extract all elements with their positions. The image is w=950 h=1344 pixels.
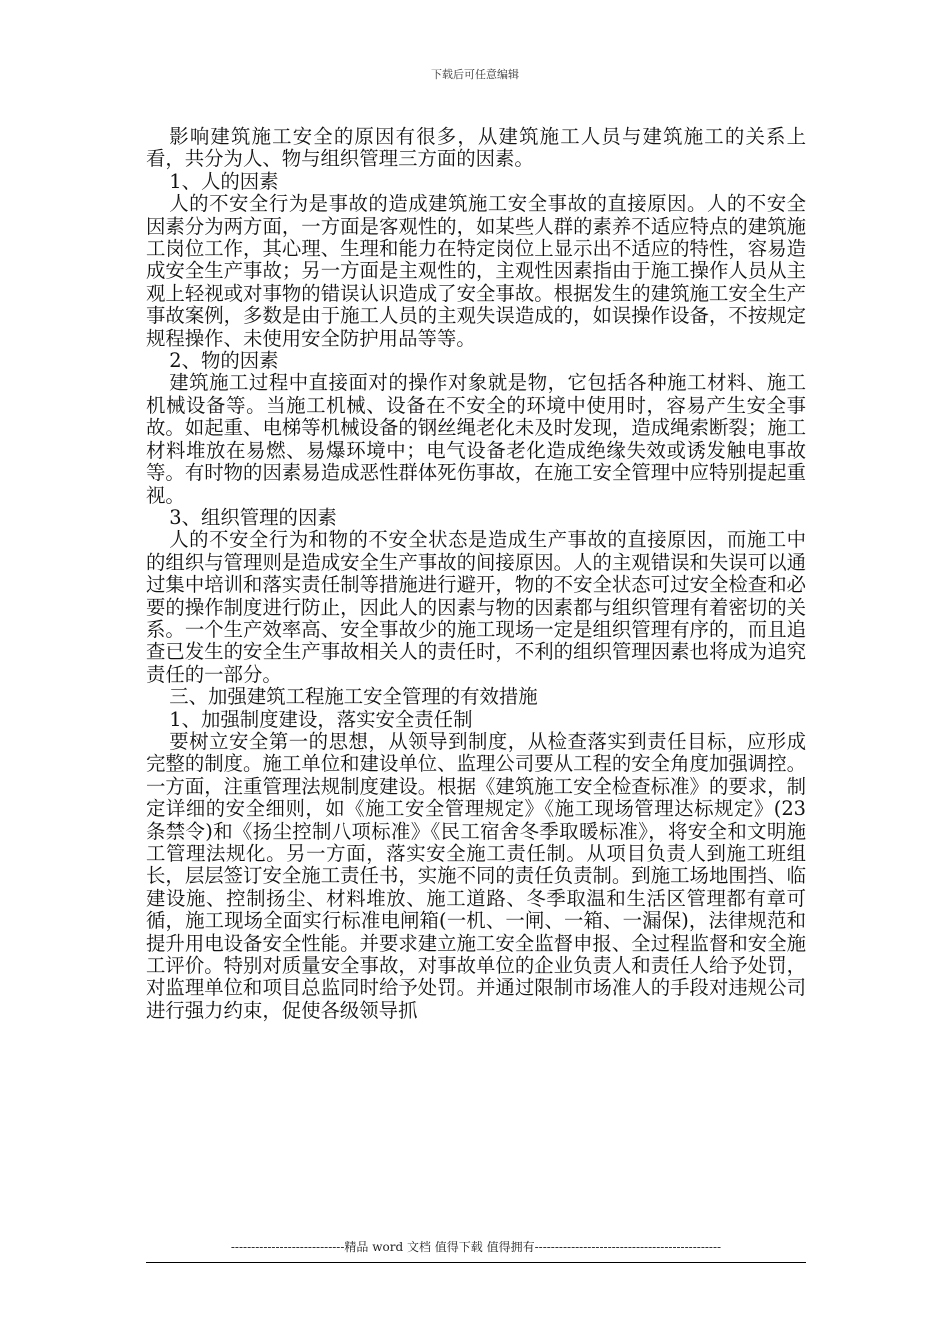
document-body	[146, 126, 806, 1022]
paragraph-human-factors: 人的不安全行为是事故的造成建筑施工安全事故的直接原因。人的不安全因素分为两方面，一方面是客观性的，如某些人群的素养不适应特点的建筑施工岗位工作，其心理、生理和能力在特定岗位上显示出不适应的特性，容易造成安全生产事故；另一方面是主观性的，主观性因素指由于施工操作人员从主观上轻视或对事物的错误认识造成了安全事故。根据发生的建筑施工安全生产事故案例，多数是由于施工人员的主观失误造成的，如误操作设备，不按规定规程操作、未使用安全防护用品等等。	[146, 192, 806, 350]
page-footer: ----------------------------精品 word 文档 值得下载 值得拥有----------------------------------------------	[230, 1240, 722, 1254]
heading-system-building: 1、加强制度建设，落实安全责任制	[169, 707, 473, 731]
footer-divider	[146, 1262, 806, 1263]
paragraph-management-factors: 人的不安全行为和物的不安全状态是造成生产事故的直接原因，而施工中的组织与管理则是造成安全生产事故的间接原因。人的主观错误和失误可以通过集中培训和落实责任制等措施进行避开，物的不安全状态可过安全检查和必要的操作制度进行防止，因此人的因素与物的因素都与组织管理有着密切的关系。一个生产效率高、安全事故少的施工现场一定是组织管理有序的，而且追查已发生的安全生产事故相关人的责任时，不利的组织管理因素也将成为追究责任的一部分。	[146, 528, 806, 686]
heading-material-factors: 2、物的因素	[169, 349, 279, 373]
heading-section-three: 三、加强建筑工程施工安全管理的有效措施	[169, 685, 538, 709]
heading-management-factors: 3、组织管理的因素	[169, 505, 337, 529]
page-header: 下载后可任意编辑	[431, 68, 519, 81]
paragraph-system-building: 要树立安全第一的思想，从领导到制度，从检查落实到责任目标，应形成完整的制度。施工单位和建设单位、监理公司要从工程的安全角度加强调控。一方面，注重管理法规制度建设。根据《建筑施工安全检查标准》的要求，制定详细的安全细则，如《施工安全管理规定》《施工现场管理达标规定》(23 条禁令)和《扬尘控制八项标准》《民工宿舍冬季取暖标准》，将安全和文明施工管理法规化。另一方面，落实安全施工责任制。从项目负责人到施工班组长，层层签订安全施工责任书，实施不同的责任负责制。到施工场地围挡、临建设施、控制扬尘、材料堆放、施工道路、冬季取温和生活区管理都有章可循，施工现场全面实行标准电闸箱(一机、一闸、一箱、一漏保)，法律规范和提升用电设备安全性能。并要求建立施工安全监督申报、全过程监督和安全施工评价。特别对质量安全事故，对事故单位的企业负责人和责任人给予处罚，对监理单位和项目总监同时给予处罚。并通过限制市场准人的手段对违规公司进行强力约束，促使各级领导抓	[146, 729, 806, 1022]
heading-human-factors: 1、人的因素	[169, 169, 279, 193]
paragraph-intro: 影响建筑施工安全的原因有很多，从建筑施工人员与建筑施工的关系上看，共分为人、物与组织管理三方面的因素。	[146, 125, 806, 171]
paragraph-material-factors: 建筑施工过程中直接面对的操作对象就是物，它包括各种施工材料、施工机械设备等。当施工机械、设备在不安全的环境中使用时，容易产生安全事故。如起重、电梯等机械设备的钢丝绳老化未及时发现，造成绳索断裂；施工材料堆放在易燃、易爆环境中；电气设备老化造成绝缘失效或诱发触电事故等。有时物的因素易造成恶性群体死伤事故，在施工安全管理中应特别提起重视。	[146, 371, 806, 507]
